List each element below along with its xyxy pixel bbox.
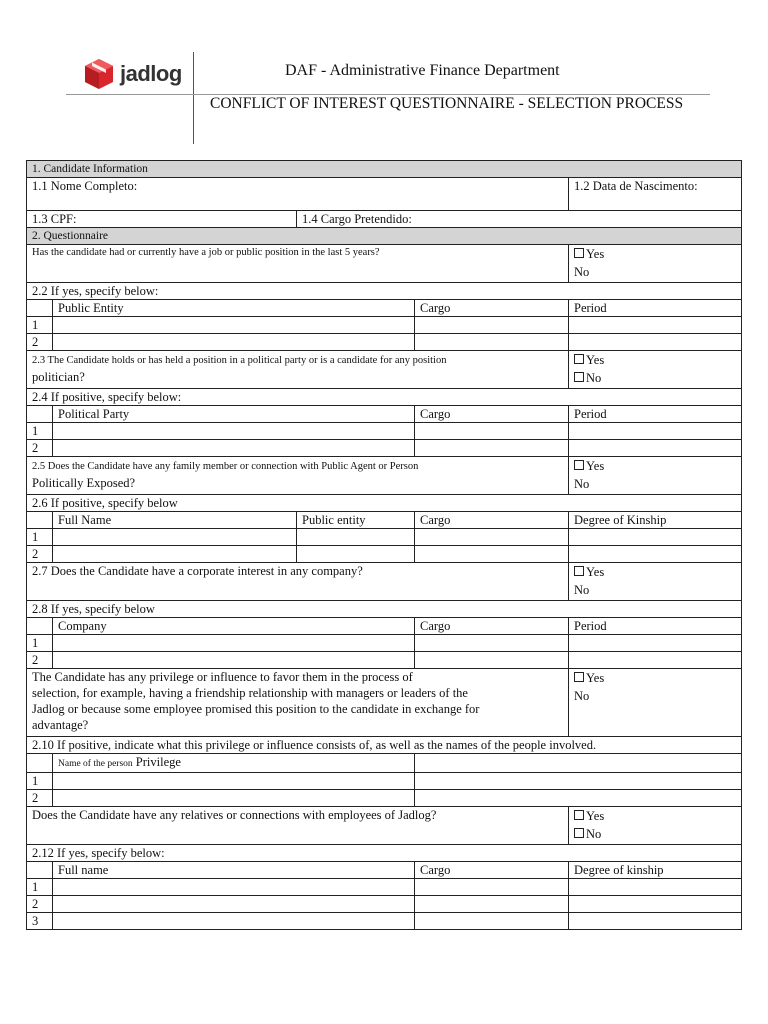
header-degree-of-kinship: Degree of Kinship [569,512,742,529]
logo-text: jadlog [120,61,182,86]
option-no[interactable]: No [574,583,590,597]
input-period-1[interactable] [569,635,742,652]
blank-cell [27,406,53,423]
checkbox-icon[interactable] [574,248,584,258]
header-public-entity: Public entity [297,512,415,529]
checkbox-yes[interactable]: Yes [574,807,736,825]
field-cpf[interactable]: 1.3 CPF: [27,211,297,228]
answer-jadlog-relatives [569,807,742,845]
input-company-2[interactable] [53,652,415,669]
checkbox-icon[interactable] [574,810,584,820]
label-2-8: 2.8 If yes, specify below [27,601,742,618]
section-candidate-information: 1. Candidate Information [27,161,742,178]
input-company-1[interactable] [53,635,415,652]
option-no[interactable]: No [574,265,590,279]
header-cargo: Cargo [415,406,569,423]
input-public-entity-1[interactable] [53,317,415,334]
input-kinship-1[interactable] [569,529,742,546]
label-2-4: 2.4 If positive, specify below: [27,389,742,406]
checkbox-yes[interactable]: Yes [574,245,736,263]
blank-cell [415,754,742,773]
input-cargo-2[interactable] [415,440,569,457]
header-public-entity: Public Entity [53,300,415,317]
form-title: CONFLICT OF INTEREST QUESTIONNAIRE - SELECTION PROCESS [210,95,684,112]
header-cargo: Cargo [415,862,569,879]
input-cargo-1[interactable] [415,635,569,652]
option-no[interactable]: No [574,477,590,491]
input-person-privilege-1[interactable] [53,773,415,790]
input-period-2[interactable] [569,334,742,351]
input-full-name-3[interactable] [53,913,415,930]
checkbox-yes[interactable]: Yes [574,669,736,687]
header-period: Period [569,618,742,635]
input-political-party-2[interactable] [53,440,415,457]
checkbox-icon[interactable] [574,828,584,838]
option-no[interactable]: No [574,689,590,703]
checkbox-no[interactable]: No [574,825,736,843]
checkbox-yes[interactable]: Yes [574,563,736,581]
jadlog-cube-icon [84,58,114,90]
checkbox-icon[interactable] [574,566,584,576]
field-full-name[interactable]: 1.1 Nome Completo: [27,178,569,211]
input-political-party-1[interactable] [53,423,415,440]
input-public-entity-2[interactable] [297,546,415,563]
header-full-name: Full Name [53,512,297,529]
input-kinship-2[interactable] [569,896,742,913]
answer-politically-exposed [569,457,742,495]
header-cargo: Cargo [415,512,569,529]
field-birth-date[interactable]: 1.2 Data de Nascimento: [569,178,742,211]
header-vertical-divider [193,52,194,144]
input-full-name-2[interactable] [53,546,297,563]
input-cargo-2[interactable] [415,546,569,563]
input-details-1[interactable] [415,773,742,790]
answer-corporate-interest [569,563,742,601]
row-number: 2 [27,652,53,669]
input-cargo-2[interactable] [415,652,569,669]
checkbox-no[interactable]: No [574,369,736,387]
input-cargo-2[interactable] [415,896,569,913]
checkbox-icon[interactable] [574,460,584,470]
input-kinship-2[interactable] [569,546,742,563]
row-number: 2 [27,334,53,351]
row-number: 1 [27,635,53,652]
row-number: 1 [27,773,53,790]
input-cargo-1[interactable] [415,879,569,896]
input-person-privilege-2[interactable] [53,790,415,807]
question-public-position: Has the candidate had or currently have a job or public position in the last 5 years? [27,245,569,283]
blank-cell [27,300,53,317]
input-public-entity-1[interactable] [297,529,415,546]
row-number: 2 [27,896,53,913]
header-political-party: Political Party [53,406,415,423]
answer-privilege-influence [569,669,742,737]
input-period-2[interactable] [569,440,742,457]
row-number: 1 [27,529,53,546]
question-corporate-interest: 2.7 Does the Candidate have a corporate interest in any company? [27,563,569,601]
question-privilege-influence: The Candidate has any privilege or influence to favor them in the process of selection, for example, having a friendship relationship with managers or leaders of the Jadlog or because some employee promised this position to the candidate in exchange for advantage? [27,669,569,737]
input-period-1[interactable] [569,317,742,334]
header-degree-of-kinship: Degree of kinship [569,862,742,879]
input-cargo-1[interactable] [415,529,569,546]
input-period-1[interactable] [569,423,742,440]
row-number: 3 [27,913,53,930]
checkbox-icon[interactable] [574,672,584,682]
input-details-2[interactable] [415,790,742,807]
row-number: 2 [27,546,53,563]
input-full-name-2[interactable] [53,896,415,913]
label-2-2: 2.2 If yes, specify below: [27,283,742,300]
header-period: Period [569,300,742,317]
header-full-name: Full name [53,862,415,879]
row-number: 2 [27,440,53,457]
header-period: Period [569,406,742,423]
label-2-6: 2.6 If positive, specify below [27,495,742,512]
section-questionnaire: 2. Questionnaire [27,228,742,245]
header-cargo: Cargo [415,300,569,317]
input-full-name-1[interactable] [53,879,415,896]
header-cargo: Cargo [415,618,569,635]
input-cargo-3[interactable] [415,913,569,930]
label-2-12: 2.12 If yes, specify below: [27,845,742,862]
question-politically-exposed: 2.5 Does the Candidate have any family member or connection with Public Agent or Person Politically Exposed? [27,457,569,495]
answer-political-party [569,351,742,389]
questionnaire-form [26,160,742,930]
input-full-name-1[interactable] [53,529,297,546]
jadlog-logo [84,56,182,92]
input-kinship-1[interactable] [569,879,742,896]
blank-cell [27,618,53,635]
blank-cell [27,754,53,773]
question-jadlog-relatives: Does the Candidate have any relatives or connections with employees of Jadlog? [27,807,569,845]
input-public-entity-2[interactable] [53,334,415,351]
header-name-privilege: Name of the person Privilege [53,754,415,773]
answer-public-position [569,245,742,283]
field-intended-position[interactable]: 1.4 Cargo Pretendido: [297,211,742,228]
input-cargo-1[interactable] [415,317,569,334]
blank-cell [27,512,53,529]
checkbox-icon[interactable] [574,372,584,382]
row-number: 1 [27,423,53,440]
checkbox-yes[interactable]: Yes [574,457,736,475]
input-kinship-3[interactable] [569,913,742,930]
input-cargo-2[interactable] [415,334,569,351]
row-number: 1 [27,879,53,896]
checkbox-yes[interactable]: Yes [574,351,736,369]
input-period-2[interactable] [569,652,742,669]
row-number: 2 [27,790,53,807]
checkbox-icon[interactable] [574,354,584,364]
department-name: DAF - Administrative Finance Department [285,62,560,79]
blank-cell [27,862,53,879]
input-cargo-1[interactable] [415,423,569,440]
label-2-10: 2.10 If positive, indicate what this privilege or influence consists of, as well as the names of the people involved. [27,737,742,754]
header-company: Company [53,618,415,635]
question-political-party: 2.3 The Candidate holds or has held a position in a political party or is a candidate for any position politician? [27,351,569,389]
row-number: 1 [27,317,53,334]
